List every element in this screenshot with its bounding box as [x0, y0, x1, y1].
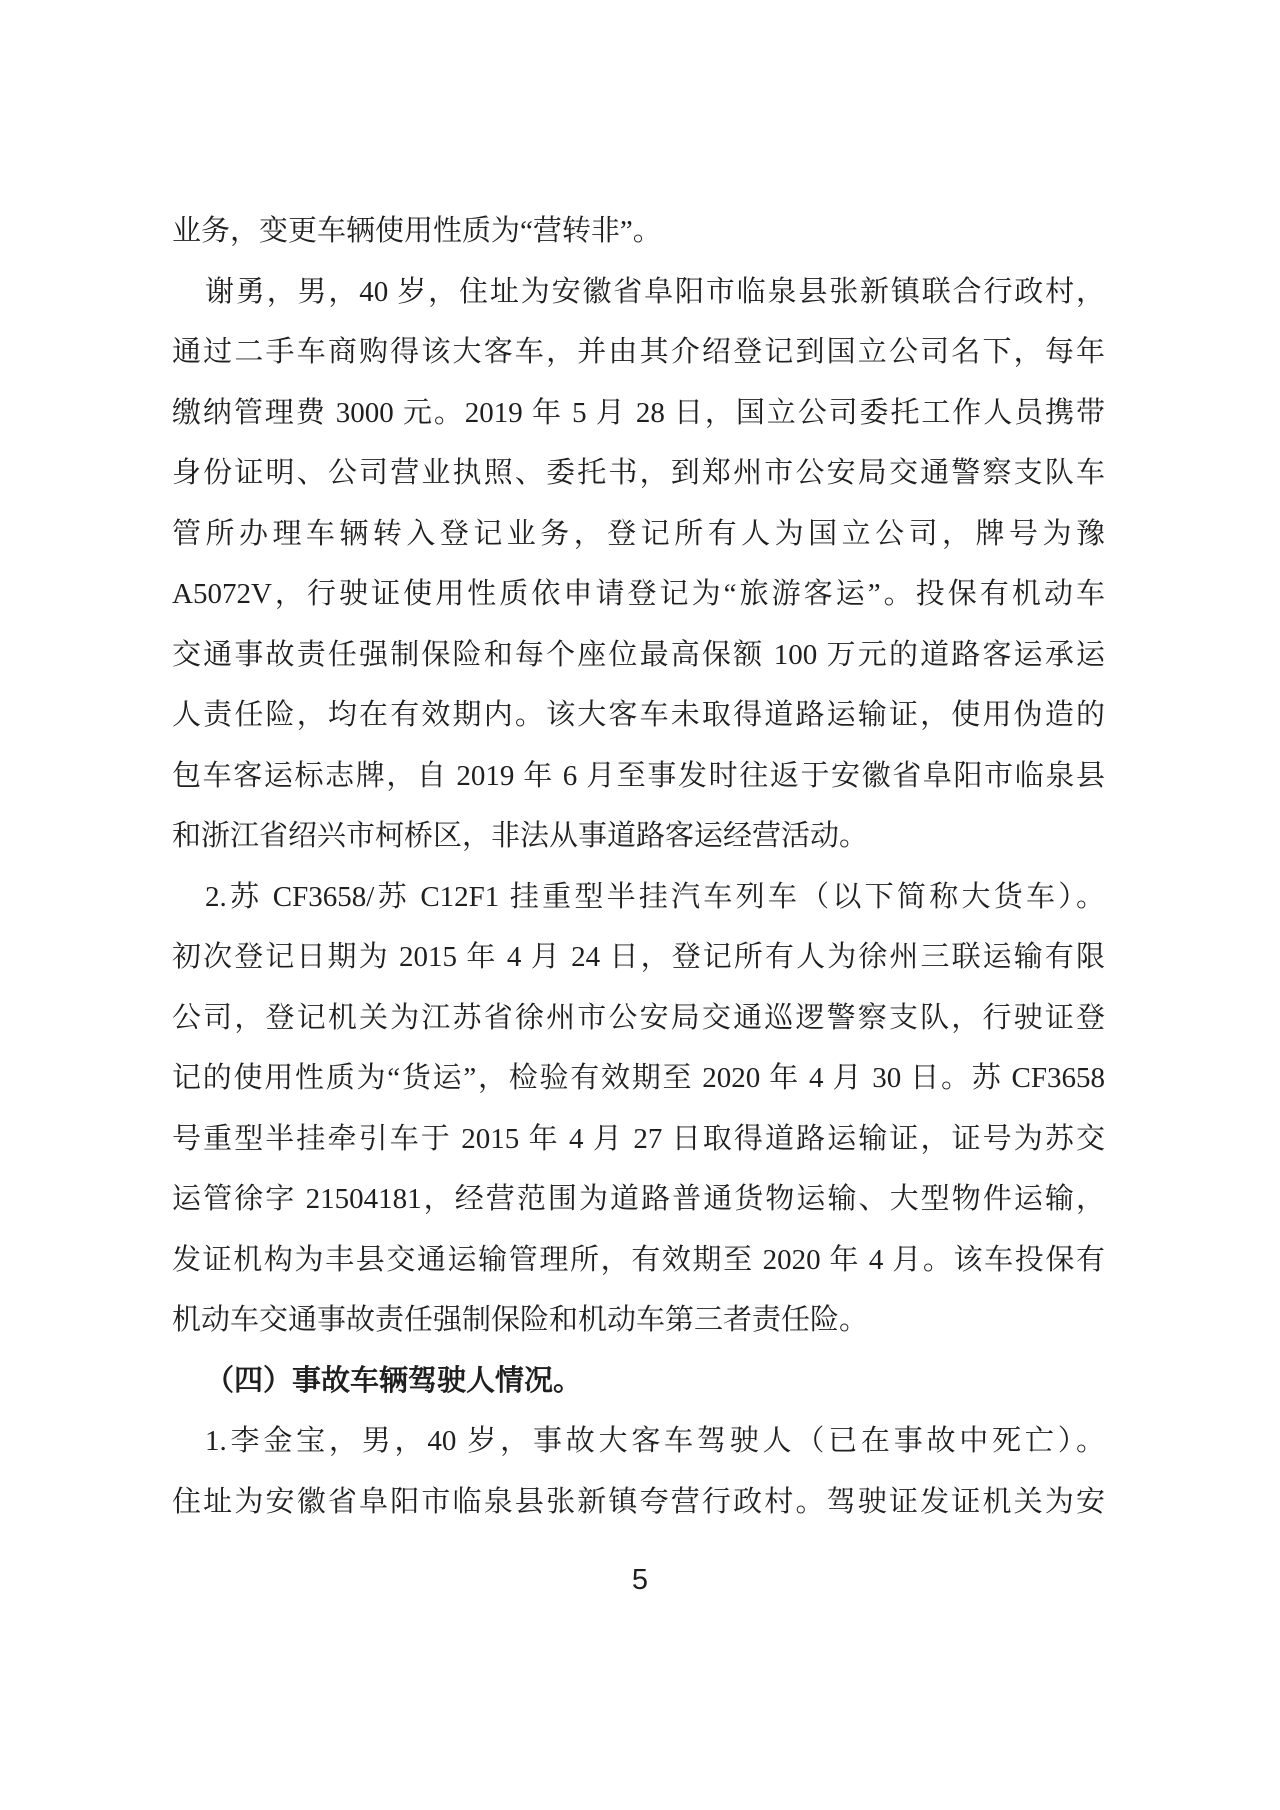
text-line: 运管徐字 21504181，经营范围为道路普通货物运输、大型物件运输，: [172, 1183, 1105, 1215]
text-line: 记的使用性质为“货运”，检验有效期至 2020 年 4 月 30 日。苏 CF3658: [172, 1062, 1105, 1094]
text-line: 住址为安徽省阜阳市临泉县张新镇夸营行政村。驾驶证发证机关为安: [172, 1485, 1105, 1518]
text-line: A5072V，行驶证使用性质依申请登记为“旅游客运”。投保有机动车: [172, 578, 1105, 610]
text-line: 通过二手车商购得该大客车，并由其介绍登记到国立公司名下，每年: [172, 336, 1105, 368]
text-line: 缴纳管理费 3000 元。2019 年 5 月 28 日，国立公司委托工作人员携带: [172, 396, 1105, 429]
document-body: [172, 201, 1105, 1532]
text-line: 谢勇，男，40 岁，住址为安徽省阜阳市临泉县张新镇联合行政村，: [205, 275, 1105, 308]
text-line: 交通事故责任强制保险和每个座位最高保额 100 万元的道路客运承运: [172, 638, 1105, 671]
text-line: 发证机构为丰县交通运输管理所，有效期至 2020 年 4 月。该车投保有: [172, 1243, 1105, 1276]
text-line: 公司，登记机关为江苏省徐州市公安局交通巡逻警察支队，行驶证登: [172, 1001, 1105, 1034]
text-line: （四）事故车辆驾驶人情况。: [205, 1364, 583, 1397]
text-line: 2.苏 CF3658/苏 C12F1 挂重型半挂汽车列车（以下简称大货车）。: [205, 880, 1105, 913]
text-line: 号重型半挂牵引车于 2015 年 4 月 27 日取得道路运输证，证号为苏交: [172, 1122, 1105, 1155]
text-line: 人责任险，均在有效期内。该大客车未取得道路运输证，使用伪造的: [172, 699, 1105, 731]
text-line: 包车客运标志牌，自 2019 年 6 月至事发时往返于安徽省阜阳市临泉县: [172, 759, 1105, 792]
page-number: 5: [631, 1564, 649, 1596]
text-line: 身份证明、公司营业执照、委托书，到郑州市公安局交通警察支队车: [172, 457, 1105, 489]
text-line: 1.李金宝，男，40 岁，事故大客车驾驶人（已在事故中死亡）。: [205, 1425, 1105, 1457]
text-line: 业务，变更车辆使用性质为“营转非”。: [172, 215, 662, 247]
text-line: 和浙江省绍兴市柯桥区，非法从事道路客运经营活动。: [172, 820, 869, 852]
text-line: 初次登记日期为 2015 年 4 月 24 日，登记所有人为徐州三联运输有限: [172, 941, 1105, 973]
text-line: 管所办理车辆转入登记业务，登记所有人为国立公司，牌号为豫: [172, 517, 1105, 550]
text-line: 机动车交通事故责任强制保险和机动车第三者责任险。: [172, 1304, 869, 1336]
